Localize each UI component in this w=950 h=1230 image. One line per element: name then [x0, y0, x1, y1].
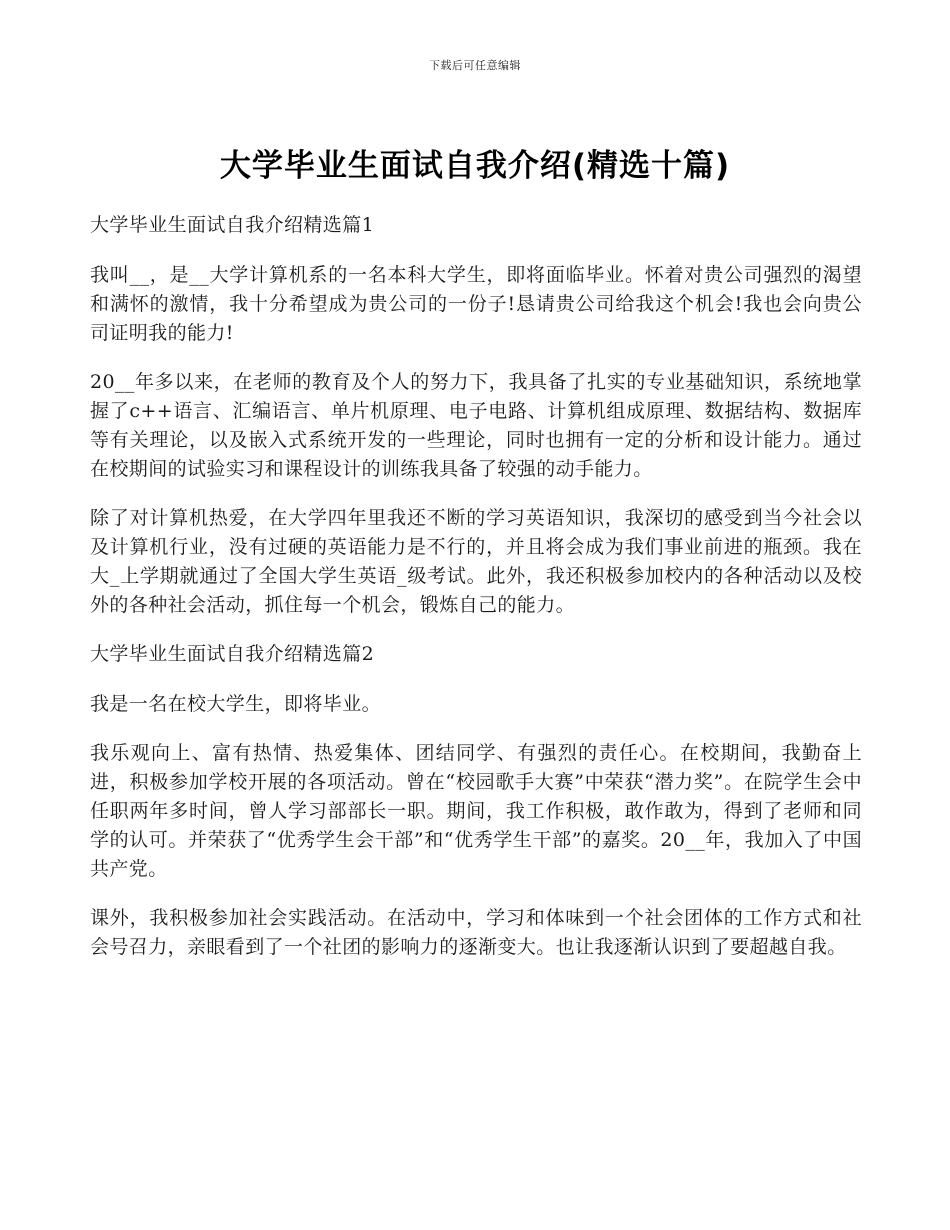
section-heading-1: 大学毕业生面试自我介绍精选篇1: [90, 214, 375, 236]
section-heading-2: 大学毕业生面试自我介绍精选篇2: [90, 643, 375, 665]
paragraph: 课外，我积极参加社会实践活动。在活动中，学习和体味到一个社会团体的工作方式和社会号召力，亲眼看到了一个社团的影响力的逐渐变大。也让我逐渐认识到了要超越自我。: [90, 907, 862, 958]
paragraph: 我乐观向上、富有热情、热爱集体、团结同学、有强烈的责任心。在校期间，我勤奋上进，积极参加学校开展的各项活动。曾在“校园歌手大赛”中荣获“潜力奖”。在院学生会中任职两年多时间，曾人学习部部长一职。期间，我工作积极，敢作敢为，得到了老师和同学的认可。并荣获了“优秀学生会干部”和“优秀学生干部”的嘉奖。20__年，我加入了中国共产党。: [90, 742, 862, 880]
paragraph: 我是一名在校大学生，即将毕业。: [90, 693, 382, 715]
paragraph: 我叫__，是__大学计算机系的一名本科大学生，即将面临毕业。怀着对贵公司强烈的渴望和满怀的激情，我十分希望成为贵公司的一份子!恳请贵公司给我这个机会!我也会向贵公司证明我的能力!: [90, 264, 862, 344]
page-header-note: 下载后可任意编辑: [429, 59, 521, 72]
paragraph: 除了对计算机热爱，在大学四年里我还不断的学习英语知识，我深切的感受到当今社会以及计算机行业，没有过硬的英语能力是不行的，并且将会成为我们事业前进的瓶颈。我在大_上学期就通过了全国大学生英语_级考试。此外，我还积极参加校内的各种活动以及校外的各种社会活动，抓住每一个机会，锻炼自己的能力。: [90, 507, 862, 616]
paragraph: 20__年多以来，在老师的教育及个人的努力下，我具备了扎实的专业基础知识，系统地掌握了c++语言、汇编语言、单片机原理、电子电路、计算机组成原理、数据结构、数据库等有关理论，以及嵌入式系统开发的一些理论，同时也拥有一定的分析和设计能力。通过在校期间的试验实习和课程设计的训练我具备了较强的动手能力。: [90, 371, 862, 480]
document-body: [90, 211, 862, 982]
document-title: 大学毕业生面试自我介绍(精选十篇): [219, 148, 731, 184]
